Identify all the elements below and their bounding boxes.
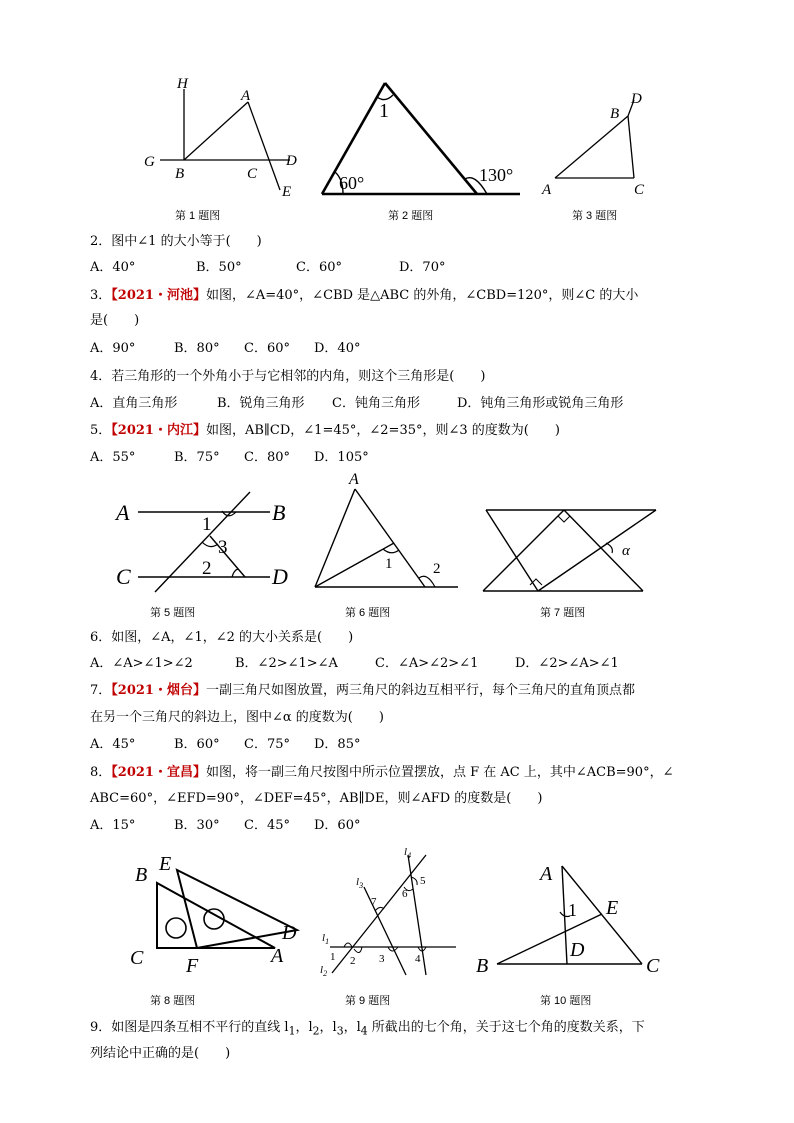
source-tag: 【2021・河池】 bbox=[111, 288, 206, 303]
subscript: 4 bbox=[360, 1024, 368, 1038]
angle-2-label: 2 bbox=[202, 558, 212, 579]
question-2-options bbox=[90, 259, 445, 277]
label-D: D bbox=[286, 153, 297, 169]
option-b: B．60° bbox=[174, 737, 220, 752]
caption-figure-2: 第 2 题图 bbox=[388, 210, 434, 222]
label-D: D bbox=[272, 564, 288, 589]
option-a: A．∠A>∠1>∠2 bbox=[90, 656, 193, 671]
question-number: 8． bbox=[90, 765, 112, 780]
question-3-options bbox=[90, 340, 360, 358]
label-A: A bbox=[271, 945, 284, 967]
label-C: C bbox=[646, 955, 660, 977]
l1-label: $l_1$ bbox=[322, 932, 330, 946]
source-tag: 【2021・宜昌】 bbox=[111, 765, 206, 780]
question-7-stem-cont: 在另一个三角尺的斜边上，图中∠α 的度数为( ) bbox=[90, 710, 384, 725]
option-d: D．105° bbox=[314, 450, 369, 465]
label-E: E bbox=[606, 897, 619, 919]
label-A: A bbox=[542, 182, 552, 198]
figure-10 bbox=[472, 856, 672, 978]
angle-4-label: 4 bbox=[415, 953, 421, 965]
label-C: C bbox=[634, 182, 645, 198]
question-text: 如图，∠A=40°，∠CBD 是△ABC 的外角，∠CBD=120°，则∠C 的大小 bbox=[205, 288, 639, 303]
question-6-stem: 6．如图，∠A，∠1，∠2 的大小关系是( ) bbox=[90, 630, 354, 645]
caption-figure-3: 第 3 题图 bbox=[572, 210, 618, 222]
figure-5 bbox=[110, 478, 310, 598]
subscript: 1 bbox=[288, 1024, 296, 1038]
angle-6-label: 6 bbox=[402, 888, 408, 900]
label-C: C bbox=[247, 166, 258, 182]
angle-2-label: 2 bbox=[350, 955, 356, 967]
option-c: C．∠A>∠2>∠1 bbox=[375, 656, 479, 671]
question-text: 如图，将一副三角尺按图中所示位置摆放，点 F 在 AC 上，其中∠ACB=90°，∠ bbox=[205, 765, 674, 780]
caption-figure-7: 第 7 题图 bbox=[540, 607, 586, 619]
angle-130-label: 130° bbox=[479, 165, 514, 185]
question-3-stem-cont: 是( ) bbox=[90, 313, 140, 328]
caption-figure-5: 第 5 题图 bbox=[150, 607, 196, 619]
label-A: A bbox=[241, 88, 251, 104]
angle-1-label: 1 bbox=[330, 951, 336, 963]
angle-60-label: 60° bbox=[339, 173, 365, 193]
caption-figure-1: 第 1 题图 bbox=[175, 210, 221, 222]
option-a: A．90° bbox=[90, 341, 136, 356]
question-number: 5． bbox=[90, 423, 112, 438]
question-5-stem bbox=[90, 422, 560, 440]
option-b: B．锐角三角形 bbox=[217, 396, 305, 411]
option-d: D．钝角三角形或锐角三角形 bbox=[457, 396, 624, 411]
angle-3-label: 3 bbox=[218, 537, 228, 558]
question-8-stem-cont: ABC=60°，∠EFD=90°，∠DEF=45°，AB∥DE，则∠AFD 的度数是( ) bbox=[90, 791, 543, 806]
question-text: 所截出的七个角，关于这七个角的度数关系，下 bbox=[367, 1020, 645, 1035]
source-tag: 【2021・烟台】 bbox=[111, 683, 206, 698]
caption-figure-10: 第 10 题图 bbox=[540, 995, 592, 1007]
angle-1-label: 1 bbox=[379, 100, 389, 122]
option-a: A．直角三角形 bbox=[90, 396, 178, 411]
figure-1 bbox=[140, 72, 310, 202]
angle-5-label: 5 bbox=[420, 875, 426, 887]
option-b: B．30° bbox=[174, 818, 220, 833]
label-C: C bbox=[116, 564, 131, 589]
option-c: C．钝角三角形 bbox=[332, 396, 420, 411]
question-number: 7． bbox=[90, 683, 112, 698]
option-c: C．45° bbox=[244, 818, 290, 833]
label-E: E bbox=[159, 853, 172, 875]
angle-1-label: 1 bbox=[385, 556, 393, 572]
label-D: D bbox=[570, 939, 585, 961]
figure-6 bbox=[305, 470, 465, 595]
l2-label: $l_2$ bbox=[320, 964, 328, 978]
option-a: A．45° bbox=[90, 737, 136, 752]
option-d: D．∠2>∠A>∠1 bbox=[515, 656, 619, 671]
subscript: 2 bbox=[312, 1024, 320, 1038]
question-6-options bbox=[90, 655, 619, 673]
angle-2-label: 2 bbox=[433, 561, 441, 577]
separator: ，l bbox=[343, 1020, 361, 1035]
label-B: B bbox=[610, 106, 620, 122]
l3-label: $l_3$ bbox=[356, 876, 364, 890]
question-text: 如图，AB∥CD，∠1=45°，∠2=35°，则∠3 的度数为( ) bbox=[205, 423, 560, 438]
option-b: B．80° bbox=[174, 341, 220, 356]
question-8-options bbox=[90, 817, 360, 835]
figure-7 bbox=[478, 505, 668, 597]
question-4-stem: 4．若三角形的一个外角小于与它相邻的内角，则这个三角形是( ) bbox=[90, 369, 486, 384]
separator: ，l bbox=[295, 1020, 313, 1035]
question-5-options bbox=[90, 449, 369, 467]
source-tag: 【2021・内江】 bbox=[111, 423, 206, 438]
option-d: D．40° bbox=[314, 341, 361, 356]
label-E: E bbox=[282, 184, 292, 200]
label-F: F bbox=[186, 955, 199, 973]
label-B: B bbox=[272, 500, 286, 525]
question-4-options bbox=[90, 395, 623, 413]
option-c: C．75° bbox=[244, 737, 290, 752]
question-9-stem bbox=[90, 1019, 645, 1041]
question-3-stem bbox=[90, 287, 638, 305]
label-G: G bbox=[144, 154, 155, 170]
caption-figure-6: 第 6 题图 bbox=[345, 607, 391, 619]
angle-alpha-label: α bbox=[622, 543, 630, 559]
option-b: B．75° bbox=[174, 450, 220, 465]
label-B: B bbox=[476, 955, 489, 977]
angle-1-label: 1 bbox=[202, 514, 212, 535]
question-text: 一副三角尺如图放置，两三角尺的斜边互相平行，每个三角尺的直角顶点都 bbox=[205, 683, 635, 698]
caption-figure-8: 第 8 题图 bbox=[150, 995, 196, 1007]
angle-3-label: 3 bbox=[379, 953, 385, 965]
figure-8 bbox=[125, 848, 310, 973]
label-A: A bbox=[349, 471, 359, 488]
separator: ，l bbox=[319, 1020, 337, 1035]
option-d: D．85° bbox=[314, 737, 361, 752]
option-d: D．70° bbox=[399, 260, 446, 275]
question-7-options bbox=[90, 736, 360, 754]
l4-label: $l_4$ bbox=[404, 846, 412, 860]
label-B: B bbox=[175, 166, 185, 182]
figure-2 bbox=[315, 75, 530, 200]
figure-3 bbox=[538, 88, 658, 200]
label-D: D bbox=[282, 922, 297, 944]
question-text: 9．如图是四条互相不平行的直线 l bbox=[90, 1020, 289, 1035]
question-number: 3． bbox=[90, 288, 112, 303]
option-c: C．60° bbox=[244, 341, 290, 356]
label-B: B bbox=[135, 864, 148, 886]
option-a: A．15° bbox=[90, 818, 136, 833]
option-b: B．50° bbox=[196, 260, 242, 275]
subscript: 3 bbox=[336, 1024, 344, 1038]
angle-1-label: 1 bbox=[568, 900, 577, 920]
option-d: D．60° bbox=[314, 818, 361, 833]
label-D: D bbox=[631, 91, 642, 107]
option-c: C．80° bbox=[244, 450, 290, 465]
option-c: C．60° bbox=[296, 260, 342, 275]
figure-9 bbox=[318, 843, 468, 983]
question-2-stem: 2．图中∠1 的大小等于( ) bbox=[90, 234, 262, 249]
question-7-stem bbox=[90, 682, 635, 700]
label-H: H bbox=[177, 76, 188, 92]
question-9-stem-cont: 列结论中正确的是( ) bbox=[90, 1046, 231, 1061]
label-A: A bbox=[116, 500, 130, 525]
question-8-stem bbox=[90, 764, 673, 782]
label-A: A bbox=[540, 863, 553, 885]
option-a: A．40° bbox=[90, 260, 136, 275]
caption-figure-9: 第 9 题图 bbox=[345, 995, 391, 1007]
option-a: A．55° bbox=[90, 450, 136, 465]
option-b: B．∠2>∠1>∠A bbox=[235, 656, 338, 671]
label-C: C bbox=[130, 947, 144, 969]
angle-7-label: 7 bbox=[371, 896, 377, 908]
